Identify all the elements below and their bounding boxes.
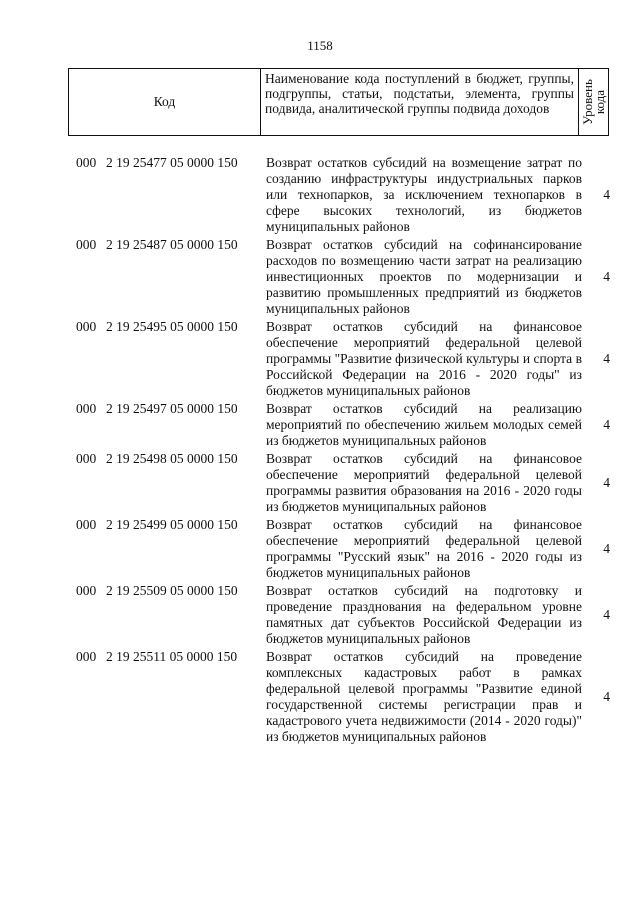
income-code: 2 19 25511 05 0000 150: [106, 649, 238, 664]
income-name: Возврат остатков субсидий на проведение комплексных кадастровых работ в рамках федеральной целевой программы "Развитие единой государственной системы регистрации прав и кадастрового учета недвижимости (2014 - 2020 годы)" из бюджетов муниципальных районов: [266, 649, 582, 744]
header-level-cell: [579, 69, 608, 135]
admin-code: 000: [76, 401, 97, 416]
code-level: 4: [603, 607, 610, 622]
admin-code: 000: [76, 649, 97, 664]
table-row: [76, 649, 616, 745]
header-name: Наименование кода поступлений в бюджет, группы, подгруппы, статьи, подстатьи, элемента, группы подвида, аналитической группы подвида доходов: [261, 69, 579, 135]
code-level: 4: [603, 417, 610, 432]
header-code: Код: [69, 69, 261, 135]
income-name: Возврат остатков субсидий на подготовку и проведение празднования на федеральном уровне памятных дат субъектов Российской Федерации из бюджетов муниципальных районов: [266, 583, 582, 646]
code-level: 4: [603, 269, 610, 284]
code-level: 4: [603, 541, 610, 556]
code-level: 4: [603, 351, 610, 366]
table-row: [76, 517, 616, 581]
income-code: 2 19 25495 05 0000 150: [106, 319, 238, 334]
income-name: Возврат остатков субсидий на софинансирование расходов по возмещению части затрат на реализацию инвестиционных проектов по модернизации и развитию промышленных предприятий из бюджетов муниципальных районов: [266, 237, 582, 316]
admin-code: 000: [76, 451, 97, 466]
income-code: 2 19 25487 05 0000 150: [106, 237, 238, 252]
table-row: [76, 155, 616, 235]
admin-code: 000: [76, 583, 97, 598]
income-name: Возврат остатков субсидий на финансовое обеспечение мероприятий федеральной целевой программы "Русский язык" на 2016 - 2020 годы из бюджетов муниципальных районов: [266, 517, 582, 580]
income-name: Возврат остатков субсидий на возмещение затрат по созданию инфраструктуры индустриальных парков или технопарков, за исключением технопарков в сфере высоких технологий, из бюджетов муниципальных районов: [266, 155, 582, 234]
table-row: [76, 583, 616, 647]
page-number: 1158: [307, 38, 333, 53]
admin-code: 000: [76, 237, 97, 252]
code-level: 4: [603, 187, 610, 202]
admin-code: 000: [76, 517, 97, 532]
income-code: 2 19 25509 05 0000 150: [106, 583, 238, 598]
income-name: Возврат остатков субсидий на финансовое обеспечение мероприятий федеральной целевой программы "Развитие физической культуры и спорта в Российской Федерации на 2016 - 2020 годы" из бюджетов муниципальных районов: [266, 319, 582, 398]
income-codes-list: [76, 155, 616, 745]
admin-code: 000: [76, 155, 97, 170]
code-level: 4: [603, 689, 610, 704]
table-row: [76, 237, 616, 317]
table-row: [76, 451, 616, 515]
table-row: [76, 401, 616, 449]
income-code: 2 19 25498 05 0000 150: [106, 451, 238, 466]
income-name: Возврат остатков субсидий на финансовое обеспечение мероприятий федеральной целевой программы развития образования на 2016 - 2020 годы из бюджетов муниципальных районов: [266, 451, 582, 514]
table-header: [68, 68, 609, 136]
income-name: Возврат остатков субсидий на реализацию мероприятий по обеспечению жильем молодых семей из бюджетов муниципальных районов: [266, 401, 582, 448]
header-level: Уровень кода: [579, 79, 607, 125]
income-code: 2 19 25477 05 0000 150: [106, 155, 238, 170]
income-code: 2 19 25497 05 0000 150: [106, 401, 238, 416]
income-code: 2 19 25499 05 0000 150: [106, 517, 238, 532]
code-level: 4: [603, 475, 610, 490]
table-row: [76, 319, 616, 399]
admin-code: 000: [76, 319, 97, 334]
